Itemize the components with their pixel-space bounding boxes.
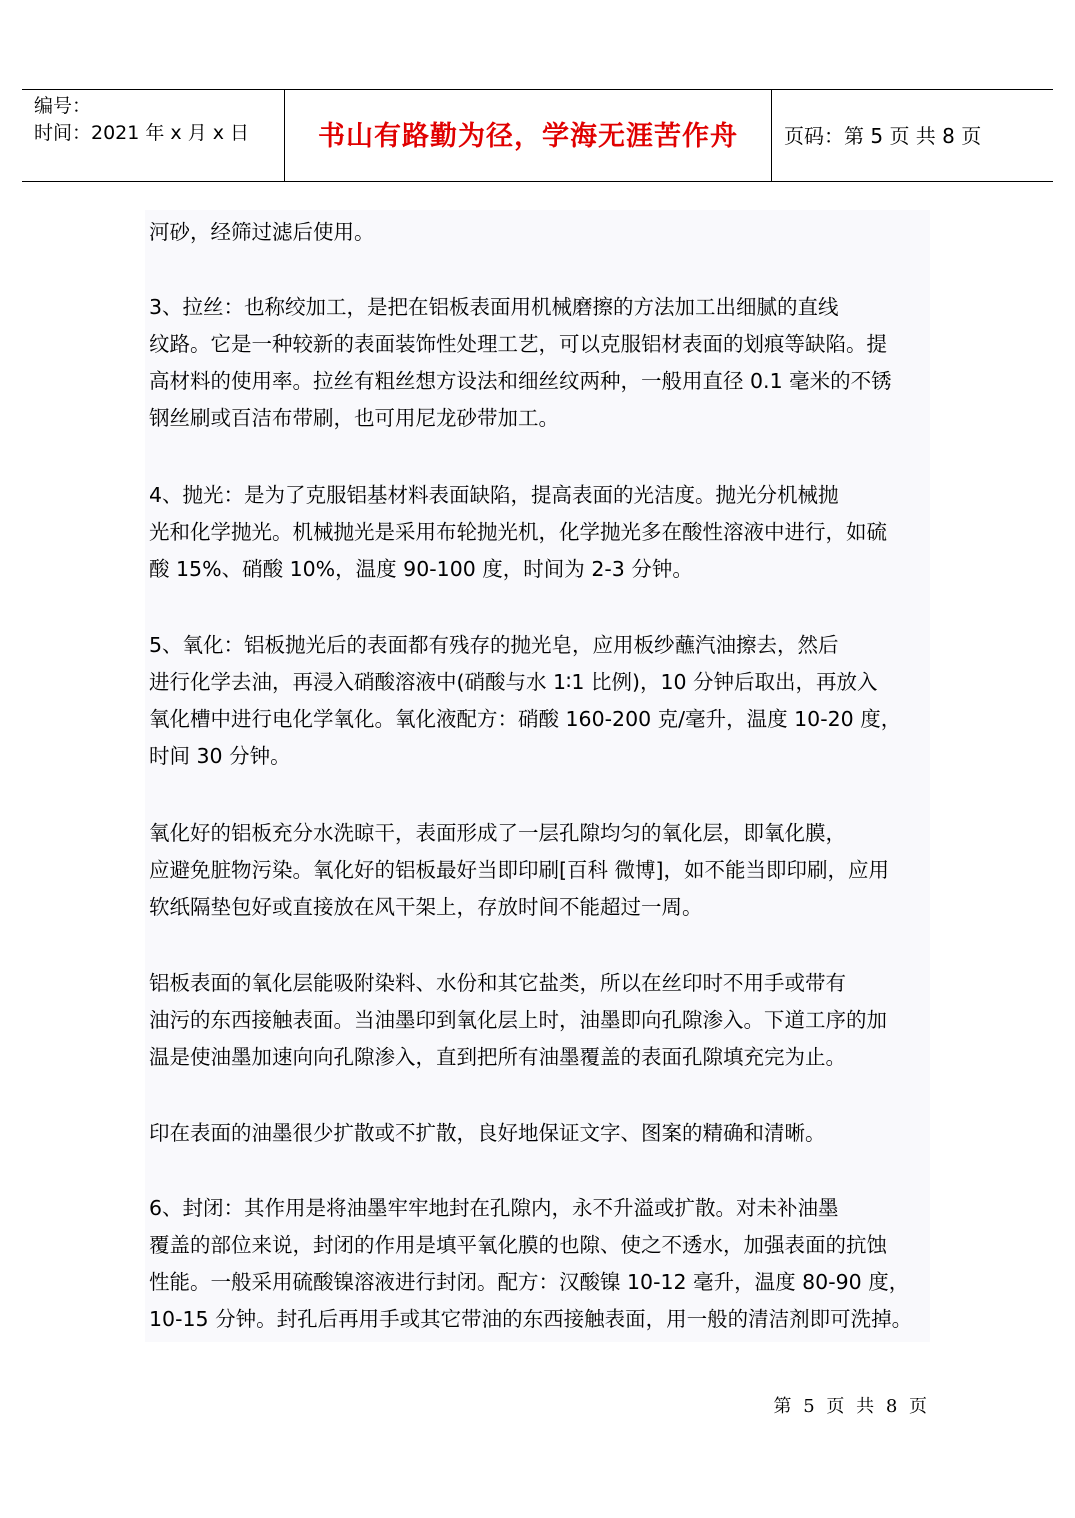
paragraph-2: 3、拉丝：也称绞加工，是把在铝板表面用机械磨擦的方法加工出细腻的直线 纹路。它是一种较新的表面装饰性处理工艺，可以克服铝材表面的划痕等缺陷。提 高材料的使用率。拉丝有粗丝想方设法和细丝纹两种，一般用直径 0.1 毫米的不锈 钢丝刷或百洁布带刷，也可用尼龙砂带加工。 [149, 295, 892, 430]
paragraph-3: 4、抛光：是为了克服铝基材料表面缺陷，提高表面的光洁度。抛光分机械抛 光和化学抛光。机械抛光是采用布轮抛光机，化学抛光多在酸性溶液中进行，如硫 酸 15%、硝酸 10%，温度 90-100 度，时间为 2-3 分钟。 [149, 483, 887, 581]
page-footer: 第 5 页 共 8 页 [773, 1396, 927, 1417]
paragraph-1: 河砂，经筛过滤后使用。 [149, 220, 375, 244]
paragraph-8: 6、封闭：其作用是将油墨牢牢地封在孔隙内，永不升溢或扩散。对未补油墨 覆盖的部位来说，封闭的作用是填平氧化膜的也隙、使之不透水，加强表面的抗蚀 性能。一般采用硫酸镍溶液进行封闭。配方：汉酸镍 10-12 毫升，温度 80-90 度， 10-15 分钟。封孔后再用手或其它带油的东西接触表面，用一般的清洁剂即可洗掉。 [149, 1196, 913, 1331]
header-page-cell [772, 90, 1053, 181]
header-page-info: 页码：第 5 页 共 8 页 [784, 124, 982, 148]
page-header [22, 89, 1053, 182]
paragraph-7: 印在表面的油墨很少扩散或不扩散，良好地保证文字、图案的精确和清晰。 [149, 1121, 826, 1145]
document-number-label: 编号： [34, 95, 92, 117]
paragraph-4: 5、氧化：铝板抛光后的表面都有残存的抛光皂，应用板纱蘸汽油擦去，然后 进行化学去油，再浸入硝酸溶液中(硝酸与水 1∶1 比例)，10 分钟后取出，再放入 氧化槽中进行电化学氧化。氧化液配方：硝酸 160-200 克/毫升，温度 10-20 度， 时间 30 分钟。 [149, 633, 902, 768]
paragraph-6: 铝板表面的氧化层能吸附染料、水份和其它盐类，所以在丝印时不用手或带有 油污的东西接触表面。当油墨印到氧化层上时，油墨即向孔隙渗入。下道工序的加 温是使油墨加速向向孔隙渗入，直到把所有油墨覆盖的表面孔隙填充完为止。 [149, 971, 887, 1069]
header-motto-cell [285, 90, 772, 181]
paragraph-5: 氧化好的铝板充分水洗晾干，表面形成了一层孔隙均匀的氧化层，即氧化膜， 应避免脏物污染。氧化好的铝板最好当即印刷[百科 微博]，如不能当即印刷，应用 软纸隔垫包好或直接放在风干架上，存放时间不能超过一周。 [149, 821, 890, 919]
document-time-label: 时间：2021 年 x 月 x 日 [34, 122, 250, 144]
header-meta-cell [22, 90, 285, 181]
header-motto: 书山有路勤为径，学海无涯苦作舟 [318, 121, 738, 152]
document-body [145, 210, 930, 1342]
